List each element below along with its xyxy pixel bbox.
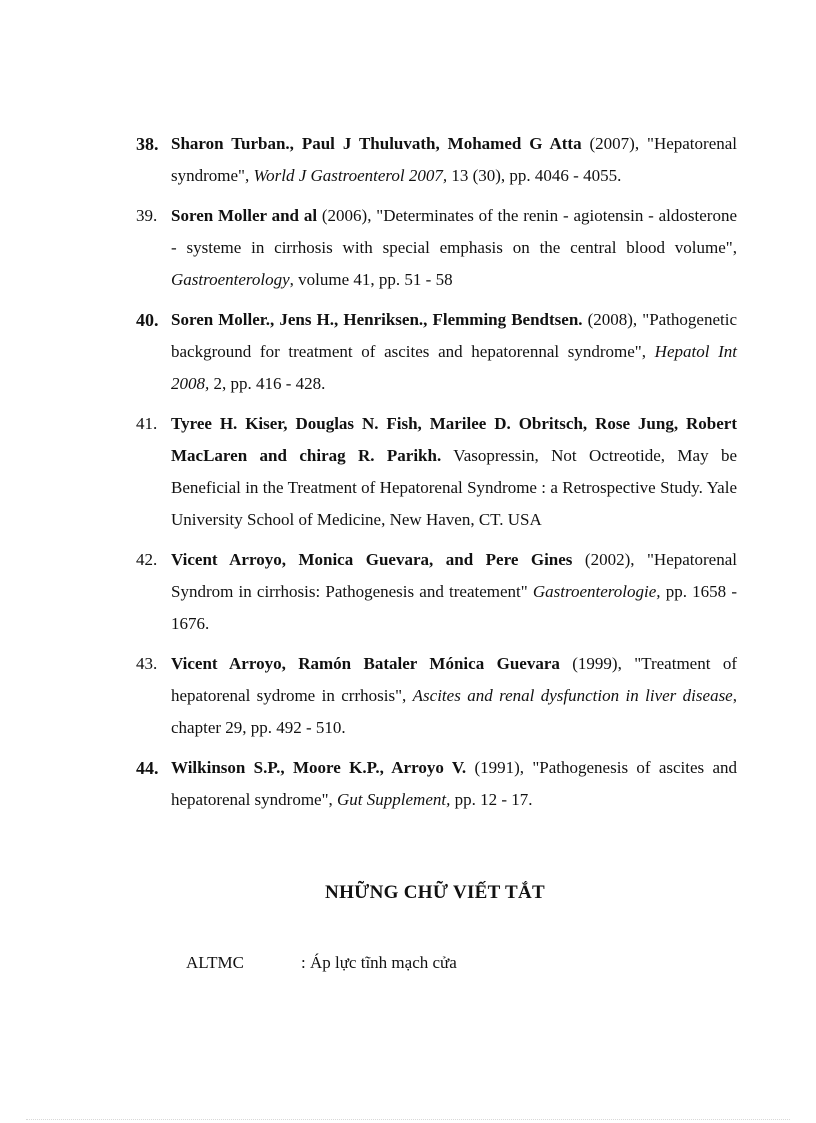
reference-authors: Soren Moller., Jens H., Henriksen., Flemming Bendtsen. [171, 310, 583, 329]
reference-text [171, 544, 737, 640]
reference-details: Vasopressin, Not Octreotide, May be Beneficial in the Treatment of Hepatorenal Syndrome : a Retrospective Study. Yale University School of Medicine, New Haven, CT. USA [171, 446, 738, 529]
reference-number: 43. [136, 654, 158, 673]
reference-text [171, 304, 737, 400]
reference-authors: Vicent Arroyo, Monica Guevara, and Pere Gines [171, 550, 573, 569]
reference-item [136, 304, 737, 400]
abbreviation-row [186, 953, 457, 973]
reference-number: 44. [136, 758, 159, 778]
reference-authors: Tyree H. Kiser, Douglas N. Fish, Marilee D. Obritsch, Rose Jung, Robert MacLaren and chirag R. Parikh. [171, 414, 737, 465]
reference-journal: World J Gastroenterol 2007, [253, 166, 448, 185]
reference-tail: 13 (30), pp. 4046 - 4055. [447, 166, 622, 185]
reference-text [171, 408, 737, 536]
reference-journal: Gastroenterology [171, 270, 290, 289]
reference-authors: Wilkinson S.P., Moore K.P., Arroyo V. [171, 758, 467, 777]
abbreviation-definition: : Áp lực tĩnh mạch cửa [301, 953, 457, 972]
reference-item [136, 408, 737, 536]
reference-authors: Soren Moller and al [171, 206, 318, 225]
reference-number: 38. [136, 134, 159, 154]
reference-number: 41. [136, 414, 158, 433]
reference-number: 42. [136, 550, 158, 569]
reference-details: (2008), "Pathogenetic background for treatment of ascites and hepatorennal syndrome", [171, 310, 737, 361]
reference-text [171, 752, 737, 816]
reference-text [171, 200, 737, 296]
reference-tail: , chapter 29, pp. 492 - 510. [171, 686, 737, 737]
reference-item [136, 648, 737, 744]
reference-text [171, 128, 737, 192]
reference-item [136, 128, 737, 192]
abbreviation-term: ALTMC [186, 953, 244, 972]
reference-authors: Vicent Arroyo, Ramón Bataler Mónica Guevara [171, 654, 560, 673]
reference-item [136, 544, 737, 640]
reference-journal: Hepatol Int 2008, [171, 342, 737, 393]
reference-journal: Ascites and renal dysfunction in liver disease [412, 686, 733, 705]
reference-number: 39. [136, 206, 158, 225]
reference-item [136, 752, 737, 816]
reference-text [171, 648, 737, 744]
reference-details: (2006), "Determinates of the renin - agiotensin - aldosterone - systeme in cirrhosis with special emphasis on the central blood volume", [171, 206, 737, 257]
section-title: NHỮNG CHỮ VIẾT TẮT [325, 882, 545, 903]
reference-tail: , volume 41, pp. 51 - 58 [289, 270, 453, 289]
reference-number: 40. [136, 310, 159, 330]
reference-details: (2007), "Hepatorenal syndrome", [171, 134, 738, 185]
reference-tail: 2, pp. 416 - 428. [209, 374, 326, 393]
reference-tail: pp. 12 - 17. [450, 790, 533, 809]
reference-item [136, 200, 737, 296]
reference-tail: pp. 1658 - 1676. [171, 582, 737, 633]
reference-details: (1991), "Pathogenesis of ascites and hepatorenal syndrome", [171, 758, 737, 809]
reference-details: (1999), "Treatment of hepatorenal sydrome in crrhosis", [171, 654, 737, 705]
page-footer-divider [26, 1119, 790, 1120]
reference-list [0, 128, 816, 824]
reference-journal: Gastroenterologie, [532, 582, 661, 601]
reference-details: (2002), "Hepatorenal Syndrom in cirrhosis: Pathogenesis and treatement" [171, 550, 737, 601]
reference-journal: Gut Supplement, [337, 790, 451, 809]
reference-authors: Sharon Turban., Paul J Thuluvath, Mohamed G Atta [171, 134, 582, 153]
